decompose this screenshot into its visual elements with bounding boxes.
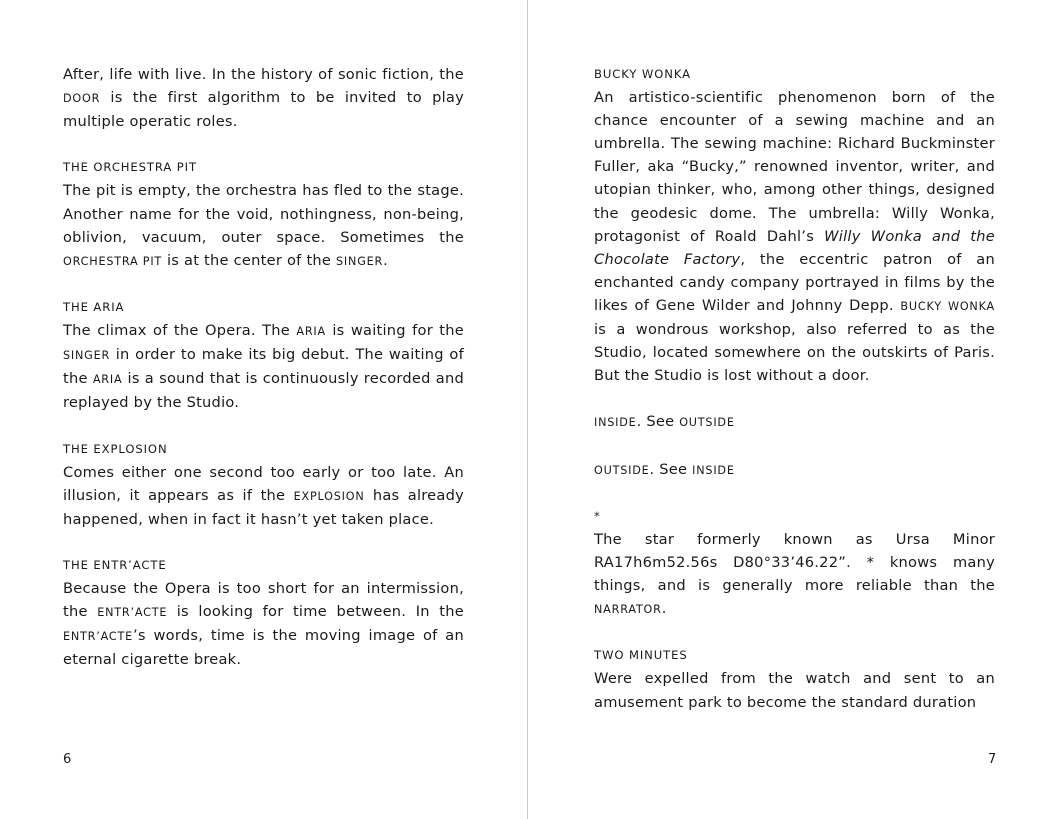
entry-heading-explosion: THE EXPLOSION	[63, 441, 168, 456]
intro-paragraph: After, life with live. In the history of sonic fiction, the DOOR is the first algorithm to be invited to play multiple operatic roles.	[63, 66, 464, 131]
entry-text-bucky-wonka: An artistico-scientific phenomenon born of the chance encounter of a sewing machine and an umbrella. The sewing machine: Richard Buckminster Fuller, aka “Bucky,” renowned inventor, writer, and utopian thinker, who, among other things, designed the geodesic dome. The umbrella: Willy Wonka, protagonist of Roald Dahl’s Willy Wonka and the Chocolate Factory, the eccentric patron of an enchanted candy company portrayed in films by the likes of Gene Wilder and Johnny Depp. BUCKY WONKA is a wondrous workshop, also referred to as the Studio, located somewhere on the outskirts of Paris. But the Studio is lost without a door.	[594, 89, 995, 385]
entry-text-aria: The climax of the Opera. The ARIA is waiting for the SINGER in order to make its big debut. The waiting of the ARIA is a sound that is continuously recorded and replayed by the Studio.	[63, 322, 465, 412]
page-number-right: 7	[988, 752, 997, 767]
entry-heading-orchestra-pit: THE ORCHESTRA PIT	[63, 160, 197, 175]
page-gutter-divider	[527, 0, 528, 819]
entry-text-two-minutes: Were expelled from the watch and sent to an amusement park to become the standard duration	[594, 670, 995, 711]
entry-heading-two-minutes: TWO MINUTES	[594, 648, 688, 663]
entry-heading-bucky-wonka: BUCKY WONKA	[594, 67, 691, 81]
entry-text-entracte: Because the Opera is too short for an intermission, the ENTR’ACTE is looking for time between. In the ENTR’ACTE’s words, time is the moving image of an eternal cigarette break.	[63, 580, 464, 669]
entry-heading-star: *	[594, 508, 601, 523]
entry-text-explosion: Comes either one second too early or too late. An illusion, it appears as if the EXPLOSION has already happened, when in fact it hasn’t yet taken place.	[63, 463, 464, 528]
page-number-left: 6	[63, 752, 72, 767]
entry-inside: INSIDE. See OUTSIDE	[594, 413, 735, 431]
entry-text-star: The star formerly known as Ursa Minor RA17h6m52.56s D80°33’46.22”. * knows many things, and is generally more reliable than the NARRATOR.	[594, 530, 995, 618]
left-text-column	[63, 63, 464, 671]
entry-heading-entracte: THE ENTR’ACTE	[63, 557, 167, 572]
entry-outside: OUTSIDE. See INSIDE	[594, 460, 735, 478]
right-page	[529, 0, 1059, 819]
right-text-column	[594, 63, 995, 714]
entry-heading-aria: THE ARIA	[63, 299, 125, 314]
entry-text-orchestra-pit: The pit is empty, the orchestra has fled to the stage. Another name for the void, nothingness, non-being, oblivion, vacuum, outer space. Sometimes the ORCHESTRA PIT is at the center of the SINGER.	[63, 182, 464, 269]
left-page	[0, 0, 528, 819]
